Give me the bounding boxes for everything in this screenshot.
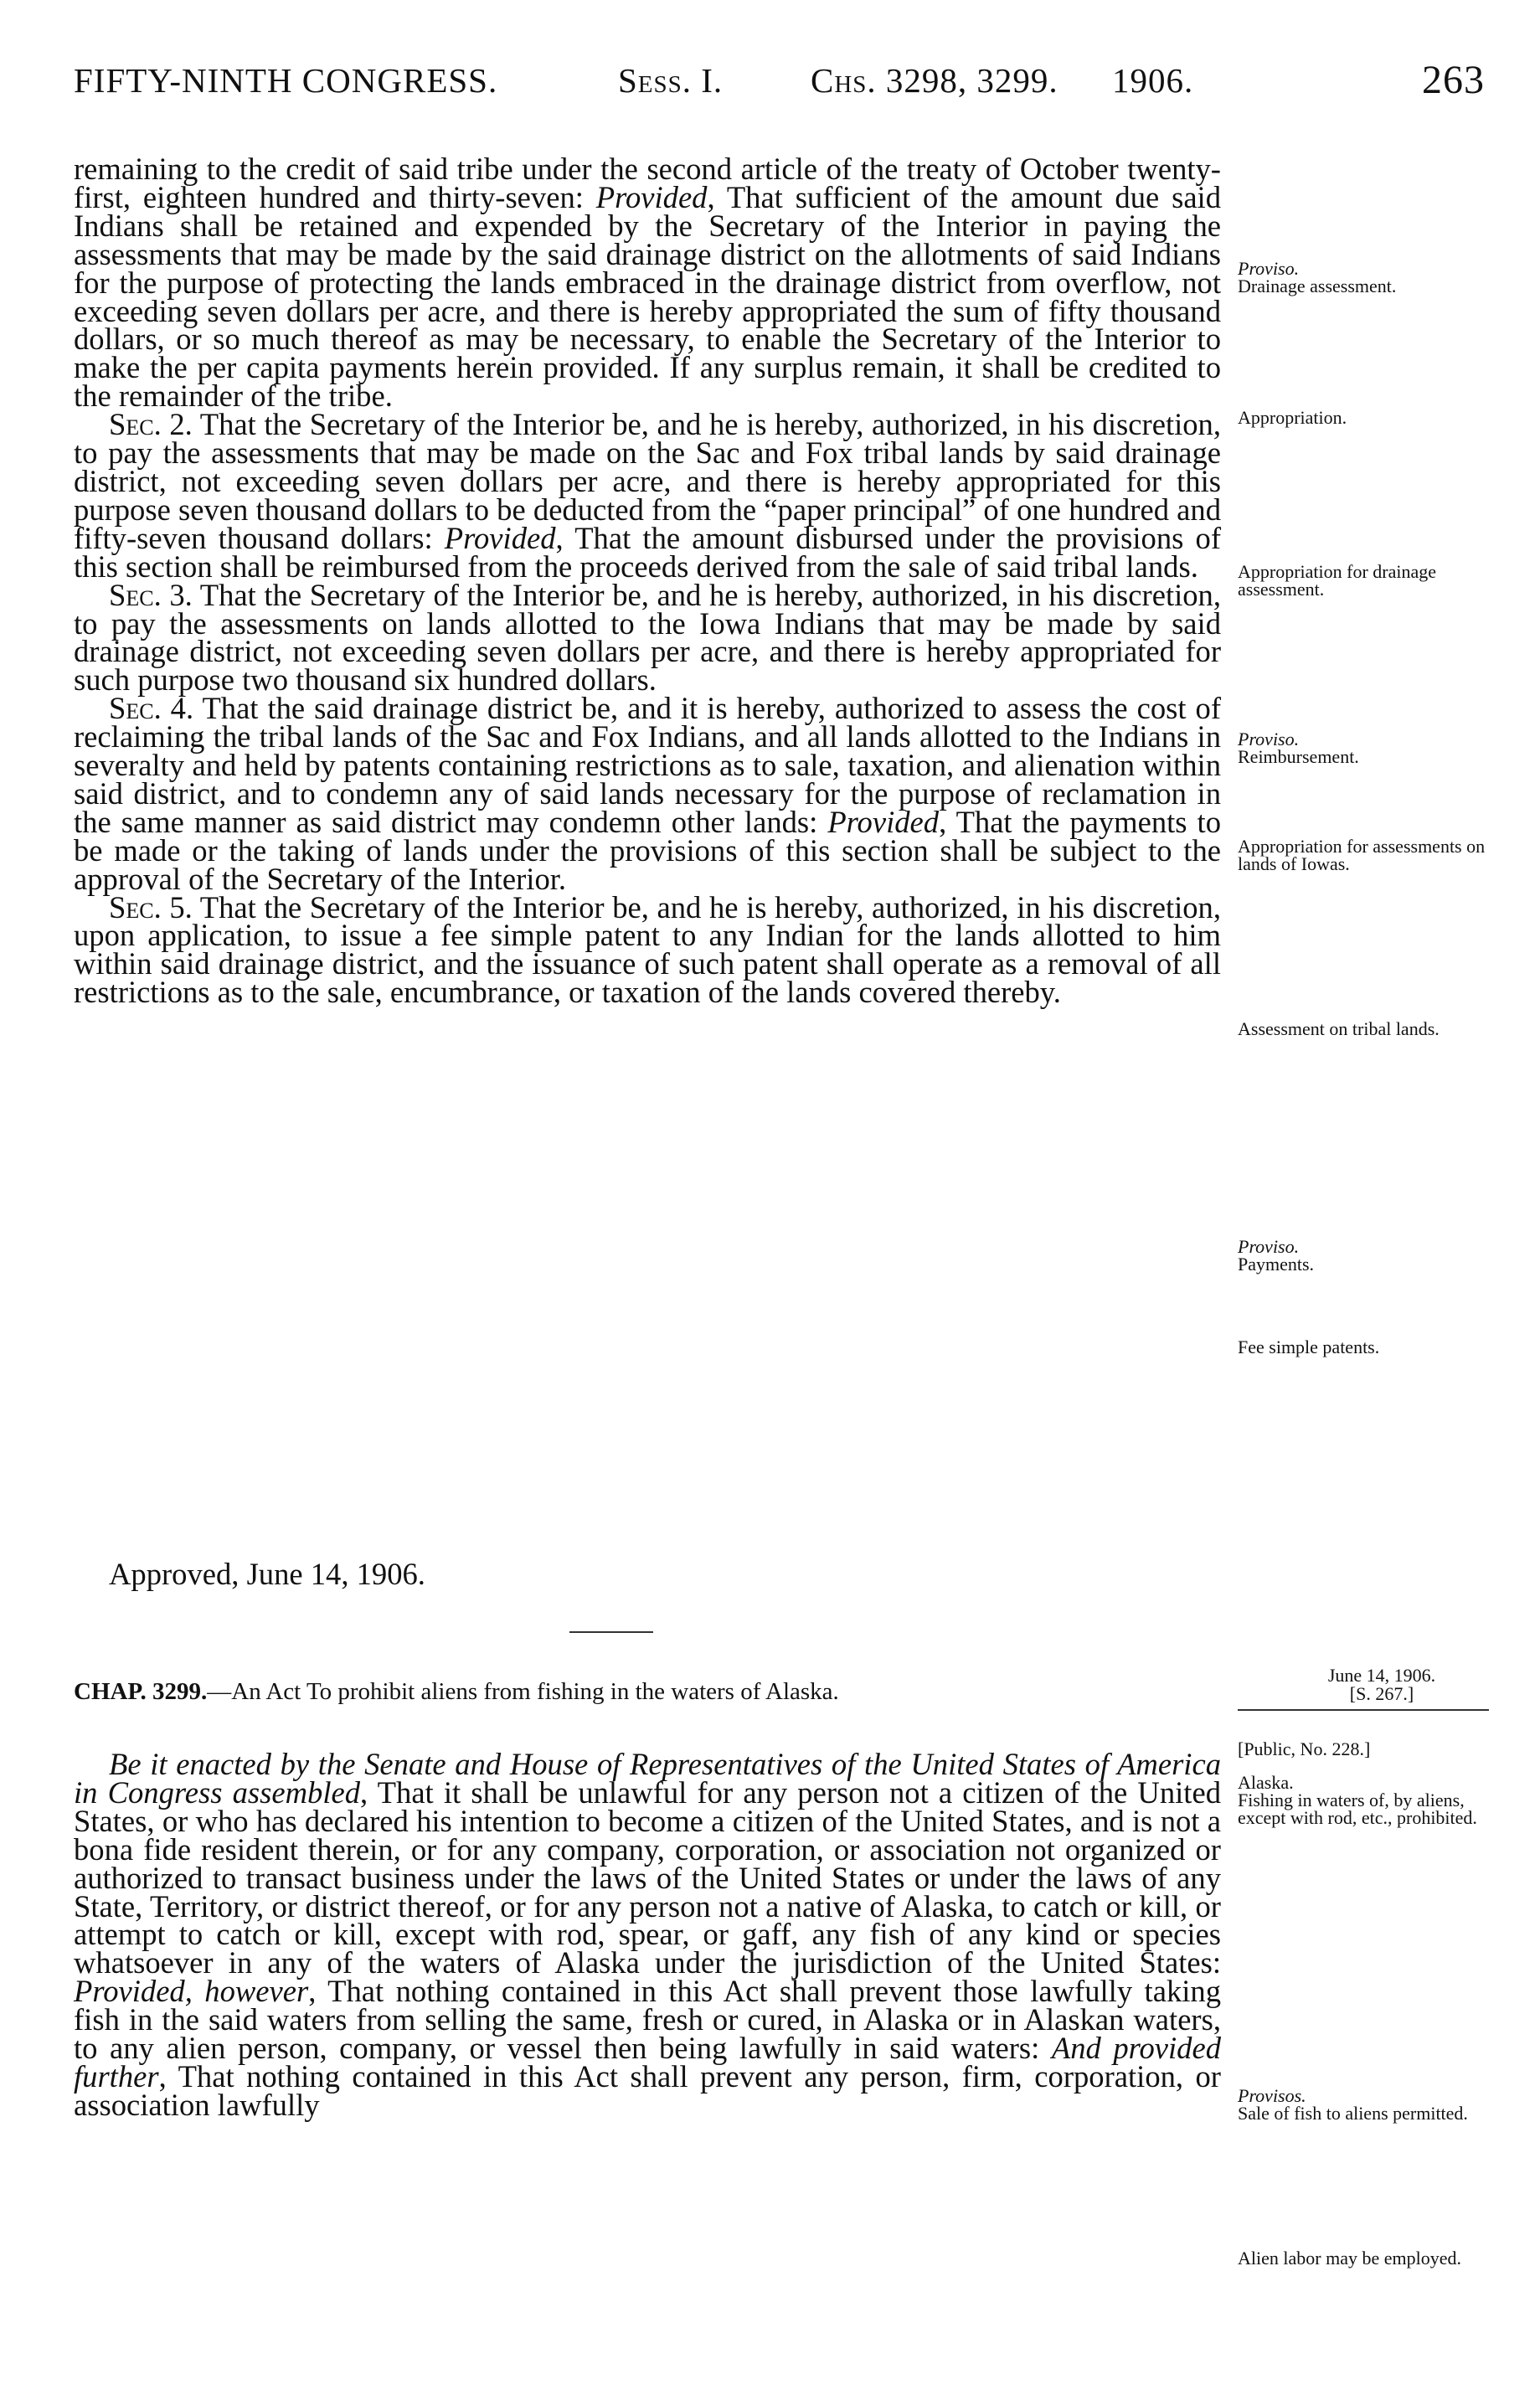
section-divider <box>569 1631 653 1633</box>
chapter-date: June 14, 1906. <box>1327 1665 1436 1686</box>
proviso-italic: Provided <box>595 179 708 214</box>
note-italic: Proviso. <box>1238 729 1300 749</box>
section-2 <box>74 407 1221 584</box>
text-span: That the said drainage district be, and it is hereby, authorized to assess the cost of reclaiming the tribal lands of the Sac and Fox Indians, and all lands allotted to the Indians in severalty and held by patents containing restrictions as to sale, taxation, and alienation within said district, and to condemn any of said lands necessary for the purpose of reclamation in the same manner as said district may condemn other lands: <box>74 691 1221 839</box>
margin-note-provisos <box>1238 2087 1506 2122</box>
margin-note-proviso-reimbursement <box>1238 730 1506 765</box>
running-header <box>74 60 1485 119</box>
margin-note-alaska <box>1238 1774 1506 1826</box>
note-italic: Provisos. <box>1238 2085 1306 2106</box>
proviso-italic: And provided further <box>74 2031 1221 2094</box>
note-text: Payments. <box>1238 1254 1315 1275</box>
margin-note-appropriation: Appropriation. <box>1238 407 1347 428</box>
text-span: , That sufficient of the amount due said Indians shall be retained and expended by the Secretary of the Interior in paying the assessments that may be made by the said drainage district on the allotments of said Indians for the purpose of protecting the lands embraced in the drainage district from overflow, not exceeding seven dollars per acre, and there is hereby appropriated the sum of fifty thousand dollars, or so much thereof as may be necessary, to enable the Secretary of the Interior to make the per capita payments herein provided. If any surplus remain, it shall be credited to the remainder of the tribe. <box>74 179 1222 414</box>
margin-note-appropriation-iowas: Appropriation for assessments on lands of Iowas. <box>1238 836 1486 874</box>
paragraph-continuation <box>74 152 1222 414</box>
header-chapters: Chs. 3298, 3299. <box>811 61 1058 100</box>
section-label: Sec. 2. <box>109 407 193 442</box>
header-title: FIFTY-NINTH CONGRESS. <box>74 61 498 100</box>
chapter-label: CHAP. 3299. <box>74 1678 208 1705</box>
text-span: , That the amount disbursed under the provisions of this section shall be reimbursed from the proceeds derived from the sale of said tribal lands. <box>74 520 1221 584</box>
text-span: , That the payments to be made or the taking of lands under the provisions of this section shall be subject to the approval of the Secretary of the Interior. <box>74 804 1221 896</box>
proviso-italic: Provided <box>827 804 940 839</box>
note-text: Sale of fish to aliens permitted. <box>1238 2103 1468 2124</box>
proviso-italic: Provided, however <box>74 1974 309 2009</box>
chapter-date-rule <box>1238 1709 1489 1711</box>
note-text: Reimbursement. <box>1238 746 1359 767</box>
header-session: Sess. I. <box>618 61 724 100</box>
note-text: Drainage assessment. <box>1238 276 1397 296</box>
text-span: , That nothing contained in this Act shall prevent any person, firm, corporation, or association lawfully <box>74 2058 1221 2122</box>
section-5 <box>74 889 1221 1010</box>
text-span: That the Secretary of the Interior be, and he is hereby, authorized, in his discretion, to pay the assessments on lands allotted to the Iowa Indians that may be made by said drainage district, not exceeding seven dollars per acre, and there is hereby appropriated for such purpose two thousand six hundred dollars. <box>74 577 1221 698</box>
chapter-heading <box>74 1678 1221 1706</box>
note-text: Alaska. <box>1238 1772 1294 1793</box>
act-text-block <box>74 1747 1221 2122</box>
margin-note-proviso <box>1238 260 1506 295</box>
section-label: Sec. 4. <box>109 691 194 726</box>
text-span: That the Secretary of the Interior be, and he is hereby, authorized, in his discretion, to pay the assessments that may be made on the Sac and Fox tribal lands by said drainage district, not exceeding seven dollars per acre, and there is hereby appropriated for this purpose seven thousand dollars to be deducted from the “paper principal” of one hundred and fifty-seven thousand dollars: <box>74 407 1221 555</box>
margin-note-assessment-tribal: Assessment on tribal lands. <box>1238 1018 1440 1039</box>
note-text: Fishing in waters of, by aliens, except with rod, etc., prohibited. <box>1238 1790 1477 1828</box>
margin-note-appropriation-drainage: Appropriation for drainage assessment. <box>1238 561 1437 600</box>
text-span: That the Secretary of the Interior be, and he is hereby, authorized, in his discretion, upon application, to issue a fee simple patent to any Indian for the lands allotted to him within said drainage district, and the issuance of such patent shall operate as a removal of all restrictions as to the sale, encumbrance, or taxation of the lands covered thereby. <box>74 889 1221 1010</box>
enacting-paragraph <box>74 1747 1221 2122</box>
chapter-title: —An Act To prohibit aliens from fishing in the waters of Alaska. <box>207 1678 839 1705</box>
section-label: Sec. 3. <box>109 577 193 612</box>
section-4 <box>74 691 1221 896</box>
proviso-italic: Provided <box>444 520 556 555</box>
header-year: 1906. <box>1112 61 1194 100</box>
text-span: , That nothing contained in this Act shall prevent those lawfully taking fish in the said waters from selling the same, fresh or cured, in Alaska or in Alaskan waters, to any alien person, company, or vessel then being lawfully in said waters: <box>74 1974 1221 2066</box>
enacting-clause: Be it enacted by the Senate and House of Representatives of the United States of America in Congress assembled <box>74 1747 1221 1810</box>
approval-line: Approved, June 14, 1906. <box>109 1557 425 1591</box>
note-italic: Proviso. <box>1238 1236 1300 1257</box>
note-italic: Proviso. <box>1238 258 1300 279</box>
section-label: Sec. 5. <box>109 889 193 924</box>
text-span: remaining to the credit of said tribe under the second article of the treaty of October twenty-first, eighteen hundred and thirty-seven: <box>74 152 1221 214</box>
text-span: , That it shall be unlawful for any person not a citizen of the United States, or who has declared his intention to become a citizen of the United States, and is not a bona fide resident therein, or for any company, corporation, or association not organized or authorized to transact business under the laws of the United States or under the laws of any State, Territory, or district thereof, or for any person not a native of Alaska, to catch or kill, or attempt to catch or kill, except with rod, spear, or gaff, any fish of any kind or species whatsoever in any of the waters of Alaska under the jurisdiction of the United States: <box>74 1774 1221 1980</box>
chapter-date-block <box>1290 1666 1474 1703</box>
page-number: 263 <box>1422 58 1485 102</box>
margin-note-proviso-payments <box>1238 1238 1506 1273</box>
chapter-bill: [S. 267.] <box>1349 1683 1414 1704</box>
margin-note-public-no: [Public, No. 228.] <box>1238 1738 1371 1759</box>
section-3 <box>74 577 1221 698</box>
main-text-block <box>74 152 1222 1010</box>
margin-note-fee-simple: Fee simple patents. <box>1238 1336 1380 1357</box>
margin-note-alien-labor: Alien labor may be employed. <box>1238 2248 1461 2269</box>
